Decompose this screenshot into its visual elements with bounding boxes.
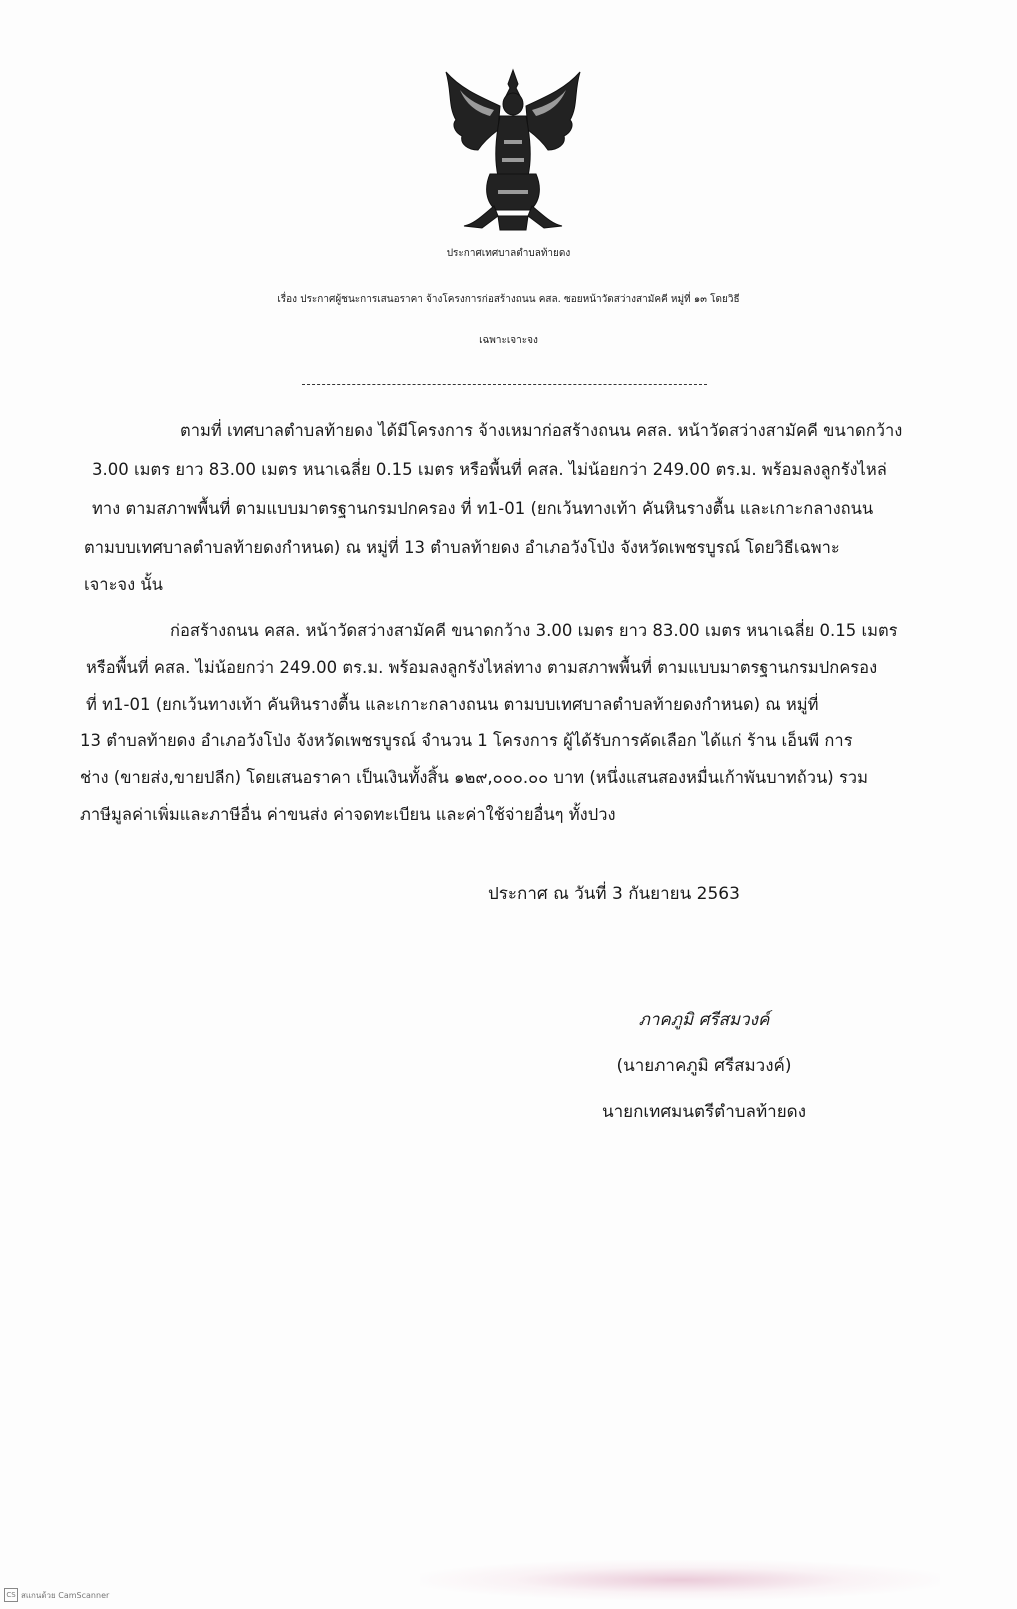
subject-heading-line2: เฉพาะเจาะจง xyxy=(479,335,538,346)
subject-heading-line1: เรื่อง ประกาศผู้ชนะการเสนอราคา จ้างโครงการก่อสร้างถนน คสล. ซอยหน้าวัดสว่างสามัคคี หมู่ที่ ๑๓ โดยวิธี xyxy=(277,294,740,305)
paragraph-line: เจาะจง นั้น xyxy=(84,575,163,594)
paragraph-line: ทาง ตามสภาพพื้นที่ ตามแบบมาตรฐานกรมปกครอง ที่ ท1-01 (ยกเว้นทางเท้า คันหินรางตื้น และเกาะกลางถนน xyxy=(92,499,874,518)
separator-line xyxy=(302,384,707,385)
paragraph-line: 13 ตำบลท้ายดง อำเภอวังโป่ง จังหวัดเพชรบูรณ์ จำนวน 1 โครงการ ผู้ได้รับการคัดเลือก ได้แก่ ร้าน เอ็นพี การ xyxy=(80,731,853,750)
camscanner-logo-icon: CS xyxy=(4,1588,18,1602)
scan-smudge xyxy=(420,1560,940,1600)
issuer-heading: ประกาศเทศบาลตำบลท้ายดง xyxy=(446,248,571,259)
signatory-position: นายกเทศมนตรีตำบลท้ายดง xyxy=(601,1102,807,1122)
paragraph-line: ภาษีมูลค่าเพิ่มและภาษีอื่น ค่าขนส่ง ค่าจดทะเบียน และค่าใช้จ่ายอื่นๆ ทั้งปวง xyxy=(80,805,616,824)
paragraph-line: ตามบบเทศบาลตำบลท้ายดงกำหนด) ณ หมู่ที่ 13 ตำบลท้ายดง อำเภอวังโป่ง จังหวัดเพชรบูรณ์ โดยวิธีเฉพาะ xyxy=(84,538,840,557)
garuda-emblem-icon xyxy=(438,66,588,232)
paragraph-line: 3.00 เมตร ยาว 83.00 เมตร หนาเฉลี่ย 0.15 เมตร หรือพื้นที่ คสล. ไม่น้อยกว่า 249.00 ตร.ม. พร้อมลงลูกรังไหล่ xyxy=(92,460,887,479)
paragraph-line: ช่าง (ขายส่ง,ขายปลีก) โดยเสนอราคา เป็นเงินทั้งสิ้น ๑๒๙,๐๐๐.๐๐ บาท (หนึ่งแสนสองหมื่นเก้าพันบาทถ้วน) รวม xyxy=(80,768,868,787)
scanner-watermark xyxy=(4,1588,109,1602)
paragraph-line: หรือพื้นที่ คสล. ไม่น้อยกว่า 249.00 ตร.ม. พร้อมลงลูกรังไหล่ทาง ตามสภาพพื้นที่ ตามแบบมาตรฐานกรมปกครอง xyxy=(86,658,878,677)
announce-date: ประกาศ ณ วันที่ 3 กันยายน 2563 xyxy=(488,884,740,904)
signature-name: ภาคภูมิ ศรีสมวงค์ xyxy=(638,1010,770,1030)
paragraph-line: ก่อสร้างถนน คสล. หน้าวัดสว่างสามัคคี ขนาดกว้าง 3.00 เมตร ยาว 83.00 เมตร หนาเฉลี่ย 0.15 เมตร xyxy=(170,621,898,640)
paragraph-line: ตามที่ เทศบาลตำบลท้ายดง ได้มีโครงการ จ้างเหมาก่อสร้างถนน คสล. หน้าวัดสว่างสามัคคี ขนาดกว้าง xyxy=(180,421,903,440)
signatory-printed-name: (นายภาคภูมิ ศรีสมวงค์) xyxy=(616,1056,792,1076)
paragraph-line: ที่ ท1-01 (ยกเว้นทางเท้า คันหินรางตื้น และเกาะกลางถนน ตามบบเทศบาลตำบลท้ายดงกำหนด) ณ หมู่ที่ xyxy=(86,695,819,714)
scanner-watermark-text: สแกนด้วย CamScanner xyxy=(21,1590,110,1600)
